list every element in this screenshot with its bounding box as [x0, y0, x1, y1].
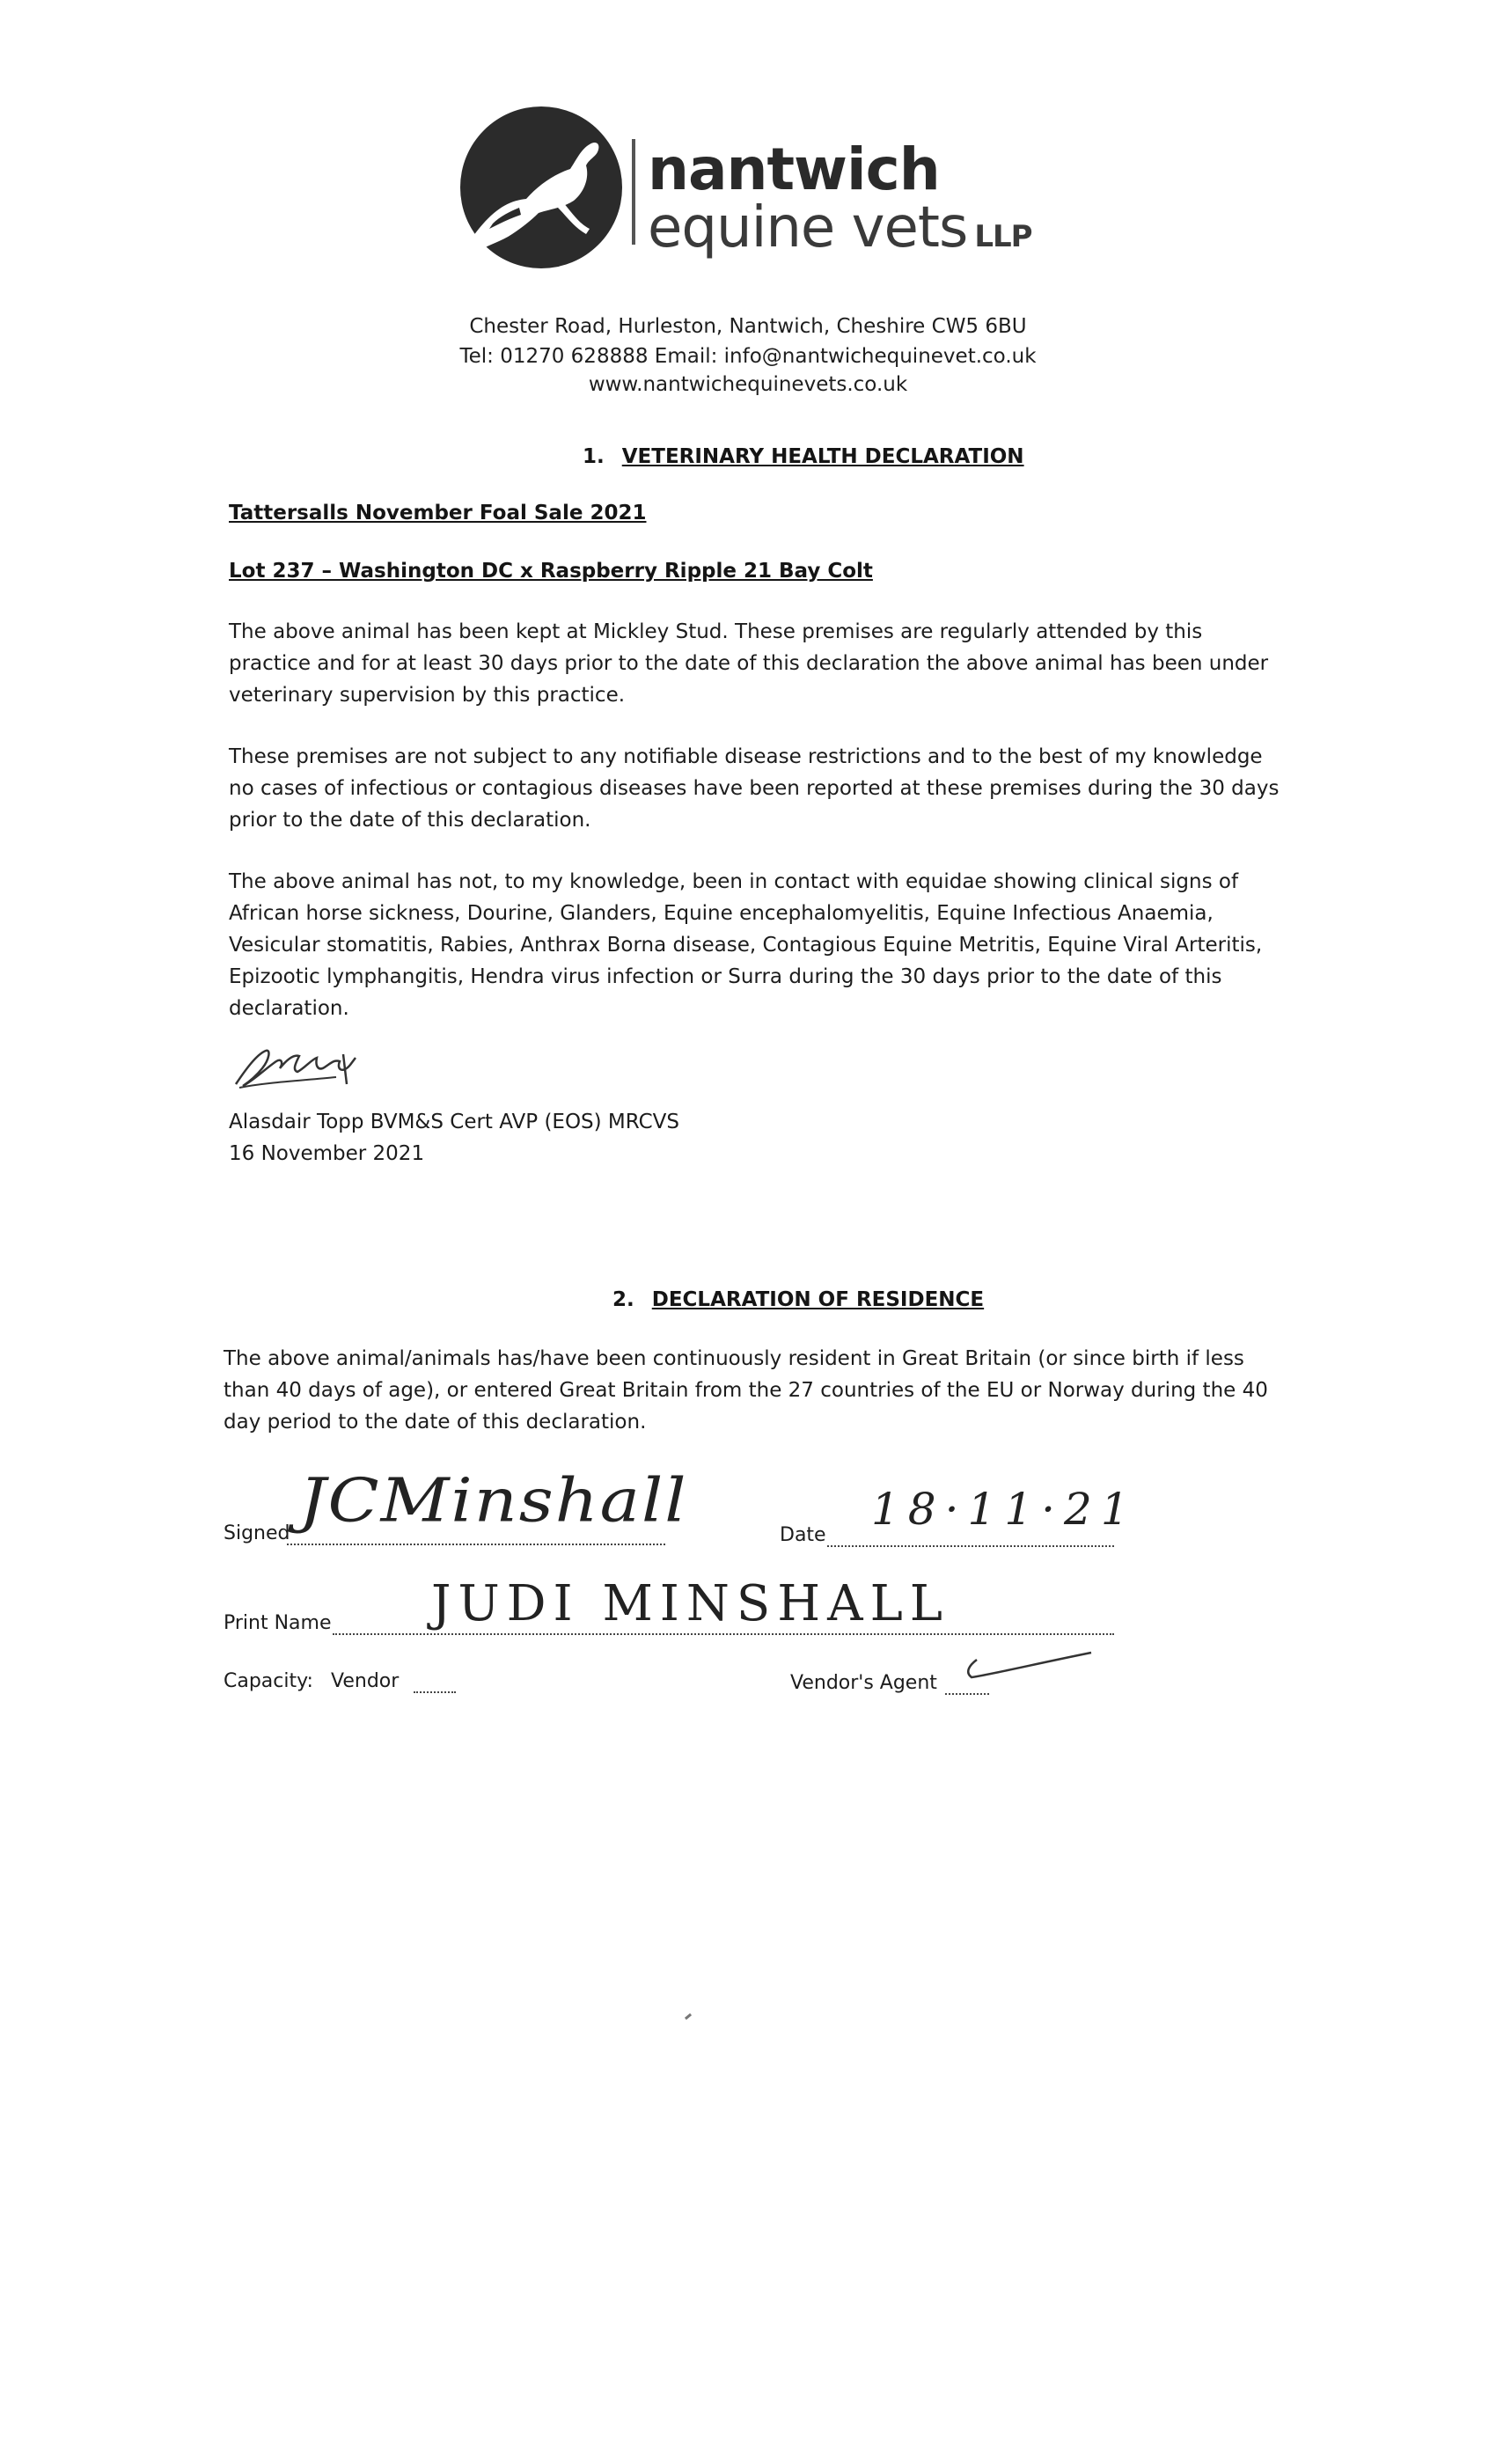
section2-heading: [612, 1288, 984, 1311]
section2-number: 2.: [612, 1288, 634, 1311]
handwritten-date: 18·11·21: [871, 1484, 1138, 1535]
brand-suffix: LLP: [974, 219, 1032, 254]
handwritten-tick-mark: [959, 1647, 1100, 1691]
section2-title: DECLARATION OF RESIDENCE: [651, 1288, 985, 1311]
signed-line: [287, 1542, 665, 1545]
practice-website: www.nantwichequinevets.co.uk: [588, 373, 908, 396]
date-line: [827, 1544, 1114, 1547]
vet-declaration-date: 16 November 2021: [229, 1142, 425, 1165]
declaration-paragraph: These premises are not subject to any notifiable disease restrictions and to the best of my knowledge no cases of infectious or contagious diseases have been reported at these premises during the 30 days prior to the date of this declaration.: [229, 745, 1280, 832]
vendor-option-label: Vendor: [331, 1670, 400, 1692]
practice-logo: [458, 104, 1038, 271]
handwritten-signature: JCMinshall: [299, 1464, 688, 1536]
brand-name-main: equine vets: [648, 195, 968, 260]
scan-speck: [685, 2013, 692, 2020]
date-label: Date: [780, 1524, 826, 1546]
logo-divider: [632, 139, 635, 245]
lot-description: Lot 237 – Washington DC x Raspberry Ripple 21 Bay Colt: [229, 560, 873, 583]
vendors-agent-option-label: Vendor's Agent: [790, 1672, 937, 1694]
jumping-horse-logo-icon: [458, 104, 625, 271]
vendor-line: [414, 1690, 456, 1693]
signed-label: Signed: [224, 1522, 290, 1544]
capacity-label: Capacity:: [224, 1670, 313, 1692]
vendors-agent-line: [945, 1691, 989, 1695]
section1-number: 1.: [583, 445, 605, 468]
print-name-label: Print Name: [224, 1612, 332, 1634]
sale-name: Tattersalls November Foal Sale 2021: [229, 502, 647, 524]
vet-name: Alasdair Topp BVM&S Cert AVP (EOS) MRCVS: [229, 1111, 680, 1133]
handwritten-print-name: JUDI MINSHALL: [431, 1575, 950, 1632]
section1-heading: [583, 445, 1024, 468]
declaration-paragraph: The above animal has not, to my knowledge, been in contact with equidae showing clinical signs of African horse sickness, Dourine, Glanders, Equine encephalomyelitis, Equine Infectious Anaemia, Vesicular stomatitis, Rabies, Anthrax Borna disease, Contagious Equine Metritis, Equine Viral Arteritis, Epizootic lymphangitis, Hendra virus infection or Surra during the 30 days prior to the date of this declaration.: [229, 870, 1263, 1020]
brand-name-line2: [648, 195, 1032, 260]
declaration-paragraph: The above animal has been kept at Mickley Stud. These premises are regularly attended by this practice and for at least 30 days prior to the date of this declaration the above animal has been under veterinary supervision by this practice.: [229, 620, 1269, 707]
practice-address: Chester Road, Hurleston, Nantwich, Cheshire CW5 6BU: [469, 315, 1027, 338]
section1-title: VETERINARY HEALTH DECLARATION: [621, 445, 1024, 468]
brand-name-line1: nantwich: [648, 136, 940, 203]
practice-contact: Tel: 01270 628888 Email: info@nantwichequinevet.co.uk: [459, 345, 1037, 368]
residence-paragraph: The above animal/animals has/have been continuously resident in Great Britain (or since birth if less than 40 days of age), or entered Great Britain from the 27 countries of the EU or Norway during the 40 day period to the date of this declaration.: [224, 1347, 1268, 1434]
vet-signature: [231, 1042, 371, 1095]
